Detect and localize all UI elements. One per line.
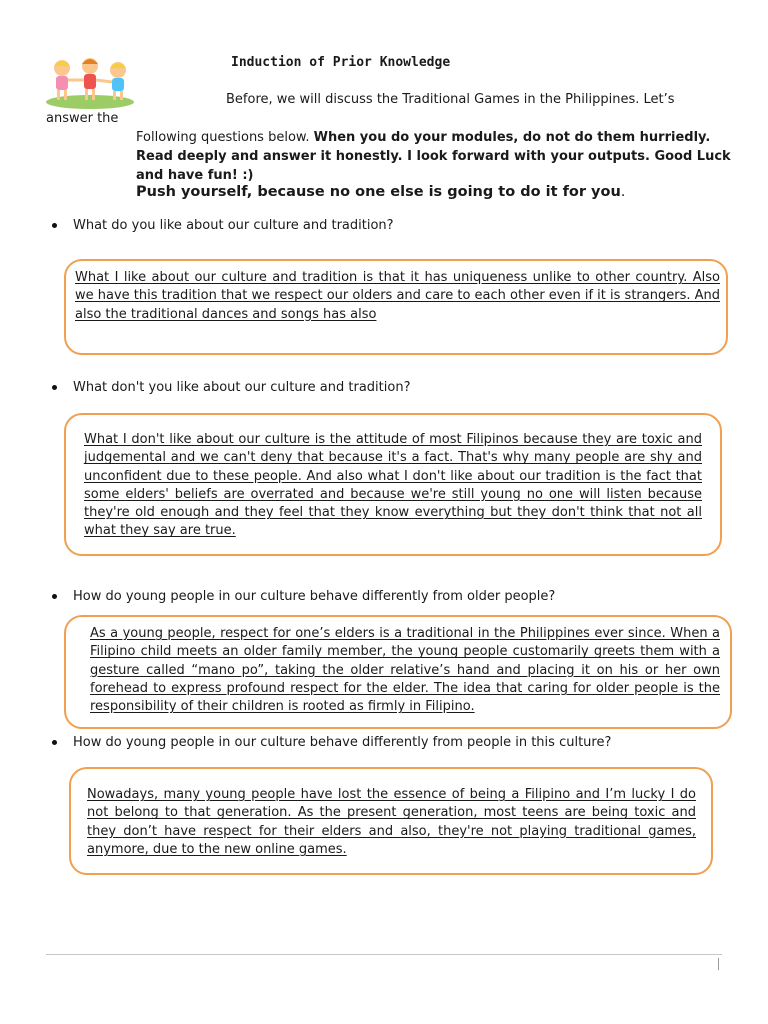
question-2 bbox=[52, 380, 410, 395]
children-playing-clipart bbox=[44, 54, 136, 110]
question-4 bbox=[52, 735, 611, 750]
answer-box-2 bbox=[64, 413, 722, 556]
question-text: How do young people in our culture behave differently from older people? bbox=[73, 589, 556, 604]
bullet-icon bbox=[52, 223, 57, 228]
answer-box-1 bbox=[64, 259, 728, 355]
intro-line-1: Before, we will discuss the Traditional Games in the Philippines. Let’s bbox=[226, 92, 675, 107]
page-title: Induction of Prior Knowledge bbox=[231, 55, 451, 70]
answer-text: Nowadays, many young people have lost the essence of being a Filipino and I’m lucky I do not belong to that generation. As the present generation, most teens are being toxic and they don’t have respect for their elders and also, they're not playing traditional games, anymore, due to the new online games. bbox=[87, 787, 696, 857]
bullet-icon bbox=[52, 594, 57, 599]
footer-divider bbox=[46, 954, 722, 955]
intro-instructions bbox=[136, 128, 736, 185]
question-1 bbox=[52, 218, 394, 233]
question-text: How do young people in our culture behave differently from people in this culture? bbox=[73, 735, 612, 750]
answer-box-3 bbox=[64, 615, 732, 729]
motivational-text: Push yourself, because no one else is going to do it for you bbox=[136, 184, 621, 200]
answer-box-4 bbox=[69, 767, 713, 875]
motivational-period: . bbox=[620, 184, 626, 200]
motivational-line bbox=[136, 184, 625, 200]
bullet-icon bbox=[52, 740, 57, 745]
intro-line-3: Following questions below. bbox=[136, 130, 314, 145]
intro-instructions-bold: When you do your modules, do not do them hurriedly. Read deeply and answer it honestly. I look forward with your outputs. Good Luck and have fun! :) bbox=[136, 130, 731, 183]
page-marker bbox=[718, 958, 719, 970]
answer-text: What I like about our culture and tradition is that it has uniqueness unlike to other country. Also we have this tradition that we respect our olders and care to each other even if it is strangers. And also the traditional dances and songs has also bbox=[75, 270, 720, 322]
bullet-icon bbox=[52, 385, 57, 390]
intro-line-2: answer the bbox=[46, 111, 119, 126]
question-3 bbox=[52, 589, 555, 604]
question-text: What do you like about our culture and tradition? bbox=[73, 218, 394, 233]
question-text: What don't you like about our culture and tradition? bbox=[73, 380, 411, 395]
answer-text: What I don't like about our culture is the attitude of most Filipinos because they are toxic and judgemental and we can't deny that because it's a fact. That's why many people are shy and unconfident due to these people. And also what I don't like about our tradition is the fact that some elders' beliefs are overrated and because we're still young no one will listen because they're old enough and they feel that they know everything but they don't think that not all what they say are true. bbox=[84, 432, 702, 539]
answer-text: As a young people, respect for one’s elders is a traditional in the Philippines ever since. When a Filipino child meets an older family member, the young people customarily greets them with a gesture called “mano po”, taking the older relative’s hand and placing it on his or her own forehead to express profound respect for the elder. The idea that caring for older people is the responsibility of their children is rooted as firmly in Filipino. bbox=[90, 626, 720, 715]
